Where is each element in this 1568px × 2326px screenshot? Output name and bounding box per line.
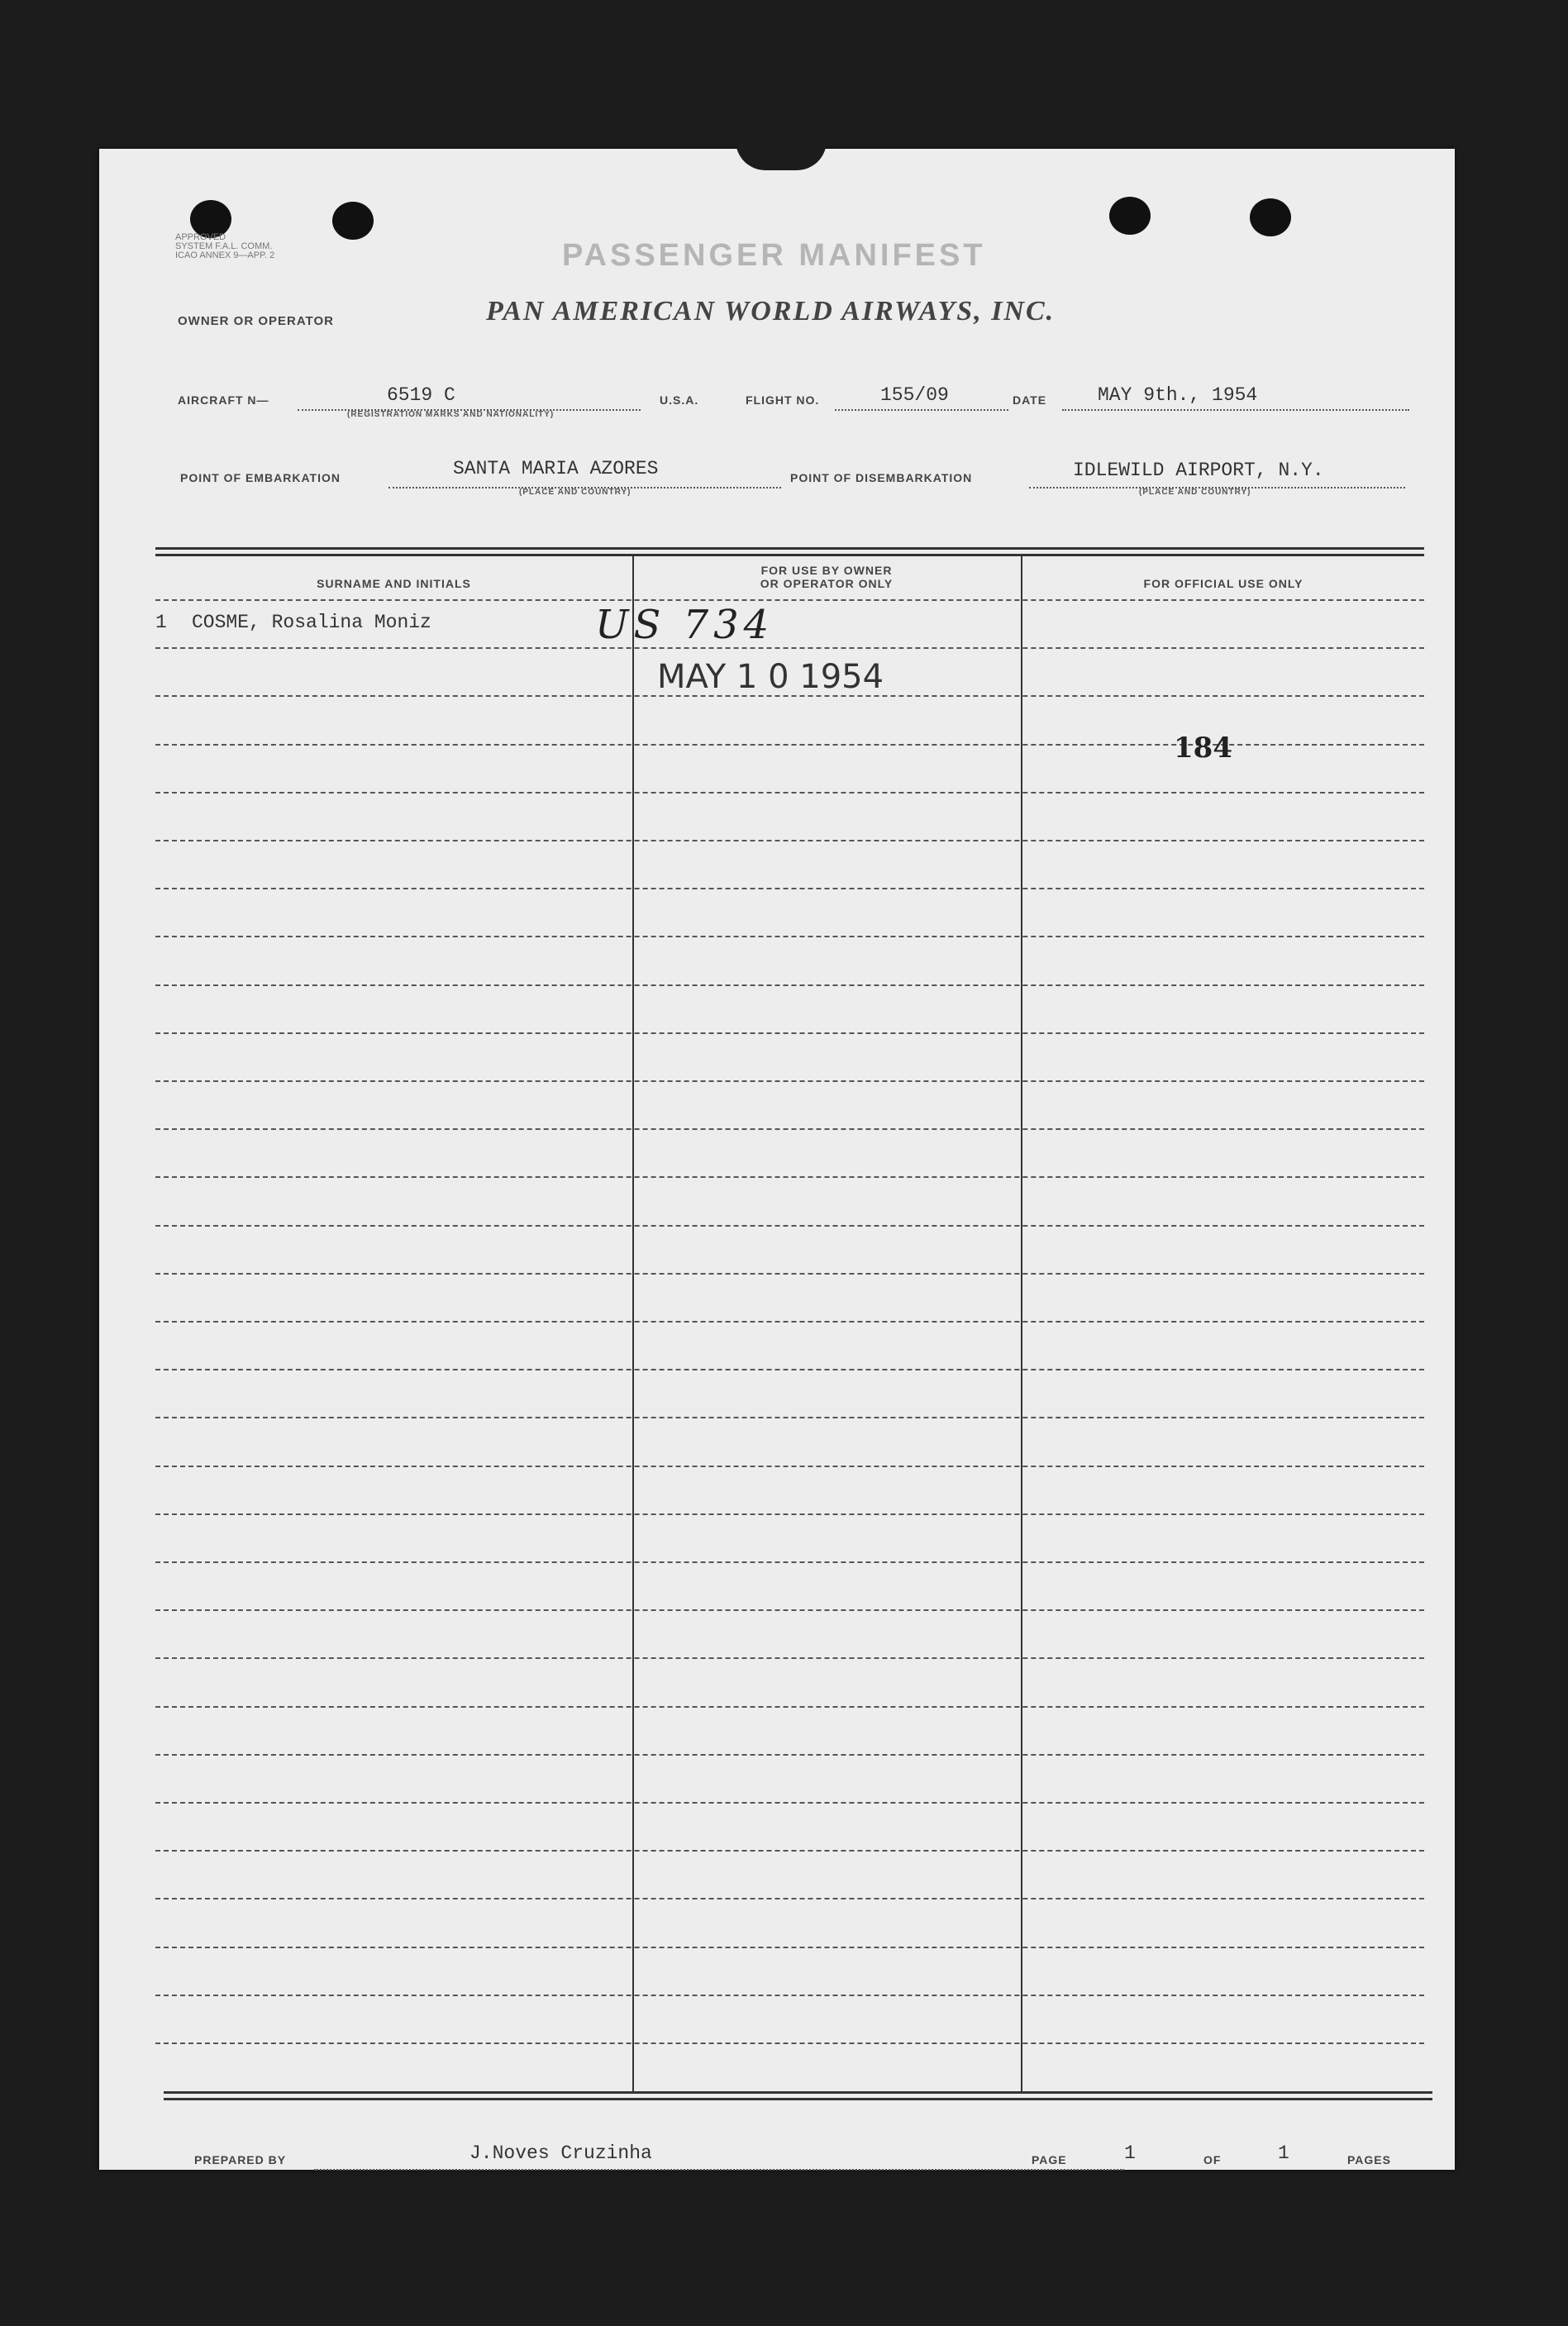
- approval-line: SYSTEM F.A.L. COMM.: [175, 241, 273, 251]
- disembarkation-label: POINT OF DISEMBARKATION: [790, 471, 973, 484]
- date-stamp: MAY 1 0 1954: [657, 658, 884, 696]
- table-rule: [155, 840, 1424, 841]
- row-number: 1: [155, 612, 167, 633]
- owner-column-header: [632, 564, 1021, 590]
- flight-no-value: 155/09: [880, 384, 949, 406]
- owner-header-line: FOR USE BY OWNER: [760, 564, 893, 577]
- usa-label: U.S.A.: [660, 393, 699, 407]
- date-label: DATE: [1013, 393, 1047, 407]
- punch-hole: [1109, 197, 1151, 235]
- disembarkation-caption: (PLACE AND COUNTRY): [1139, 488, 1251, 497]
- airline-name: PAN AMERICAN WORLD AIRWAYS, INC.: [486, 296, 1056, 326]
- table-rule: [155, 599, 1424, 601]
- table-rule: [155, 1898, 1424, 1899]
- aircraft-value: 6519 C: [387, 384, 455, 406]
- table-rule: [155, 1369, 1424, 1370]
- table-rule: [155, 1754, 1424, 1756]
- form-title: PASSENGER MANIFEST: [562, 238, 986, 273]
- table-rule: [155, 1802, 1424, 1804]
- table-rule: [155, 1273, 1424, 1275]
- pages-label: PAGES: [1347, 2153, 1391, 2166]
- punch-hole: [1250, 198, 1291, 236]
- manifest-sheet: [99, 149, 1455, 2170]
- of-label: OF: [1203, 2153, 1222, 2166]
- table-rule: [155, 1032, 1424, 1034]
- table-rule: [155, 1225, 1424, 1227]
- table-rule: [155, 1128, 1424, 1130]
- table-rule: [155, 984, 1424, 986]
- table-top-rule: [155, 554, 1424, 556]
- prepared-by-underline: [314, 2169, 1124, 2171]
- table-rule: [155, 744, 1424, 746]
- table-bottom-rule: [164, 2098, 1432, 2100]
- table-rule: [155, 1466, 1424, 1467]
- table-rule: [155, 1176, 1424, 1178]
- page-number: 1: [1124, 2142, 1136, 2164]
- table-rule: [155, 888, 1424, 889]
- official-column-header: FOR OFFICIAL USE ONLY: [1143, 577, 1303, 590]
- flight-no-label: FLIGHT NO.: [746, 393, 820, 407]
- prepared-by-label: PREPARED BY: [194, 2153, 287, 2166]
- registration-caption: (REGISTRATION MARKS AND NATIONALITY): [347, 410, 555, 419]
- table-rule: [155, 1947, 1424, 1948]
- table-rule: [155, 1609, 1424, 1611]
- column-divider: [632, 554, 634, 2091]
- table-rule: [155, 647, 1424, 649]
- embarkation-label: POINT OF EMBARKATION: [180, 471, 341, 484]
- handwritten-note: US 734: [595, 602, 774, 648]
- approval-note: [175, 233, 341, 260]
- embarkation-value: SANTA MARIA AZORES: [453, 458, 659, 479]
- passenger-name: COSME, Rosalina Moniz: [192, 612, 431, 633]
- table-rule: [155, 1706, 1424, 1708]
- top-notch: [736, 141, 827, 170]
- prepared-by-value: J.Noves Cruzinha: [469, 2142, 652, 2164]
- date-value: MAY 9th., 1954: [1098, 384, 1258, 406]
- owner-label: OWNER OR OPERATOR: [178, 314, 334, 328]
- table-rule: [155, 1417, 1424, 1418]
- surname-column-header: SURNAME AND INITIALS: [317, 577, 471, 590]
- table-rule: [155, 1321, 1424, 1323]
- page-total: 1: [1278, 2142, 1289, 2164]
- page-label: PAGE: [1032, 2153, 1067, 2166]
- owner-header-line: OR OPERATOR ONLY: [760, 577, 894, 590]
- approval-line: APPROVED: [175, 232, 226, 242]
- flight-no-underline: [835, 409, 1008, 411]
- approval-line: ICAO ANNEX 9—APP. 2: [175, 250, 275, 260]
- table-rule: [155, 1080, 1424, 1082]
- table-rule: [155, 1850, 1424, 1852]
- official-number: 184: [1174, 732, 1232, 765]
- table-rule: [155, 1513, 1424, 1515]
- disembarkation-value: IDLEWILD AIRPORT, N.Y.: [1073, 460, 1324, 481]
- table-rule: [155, 1561, 1424, 1563]
- table-rule: [155, 936, 1424, 937]
- table-top-rule: [155, 547, 1424, 550]
- table-rule: [155, 792, 1424, 794]
- embarkation-caption: (PLACE AND COUNTRY): [519, 488, 631, 497]
- table-rule: [155, 1657, 1424, 1659]
- aircraft-label: AIRCRAFT N—: [178, 393, 269, 407]
- table-rule: [155, 1995, 1424, 1996]
- date-underline: [1062, 409, 1409, 411]
- table-rule: [155, 2042, 1424, 2044]
- table-bottom-rule: [164, 2091, 1432, 2094]
- column-divider: [1021, 554, 1022, 2091]
